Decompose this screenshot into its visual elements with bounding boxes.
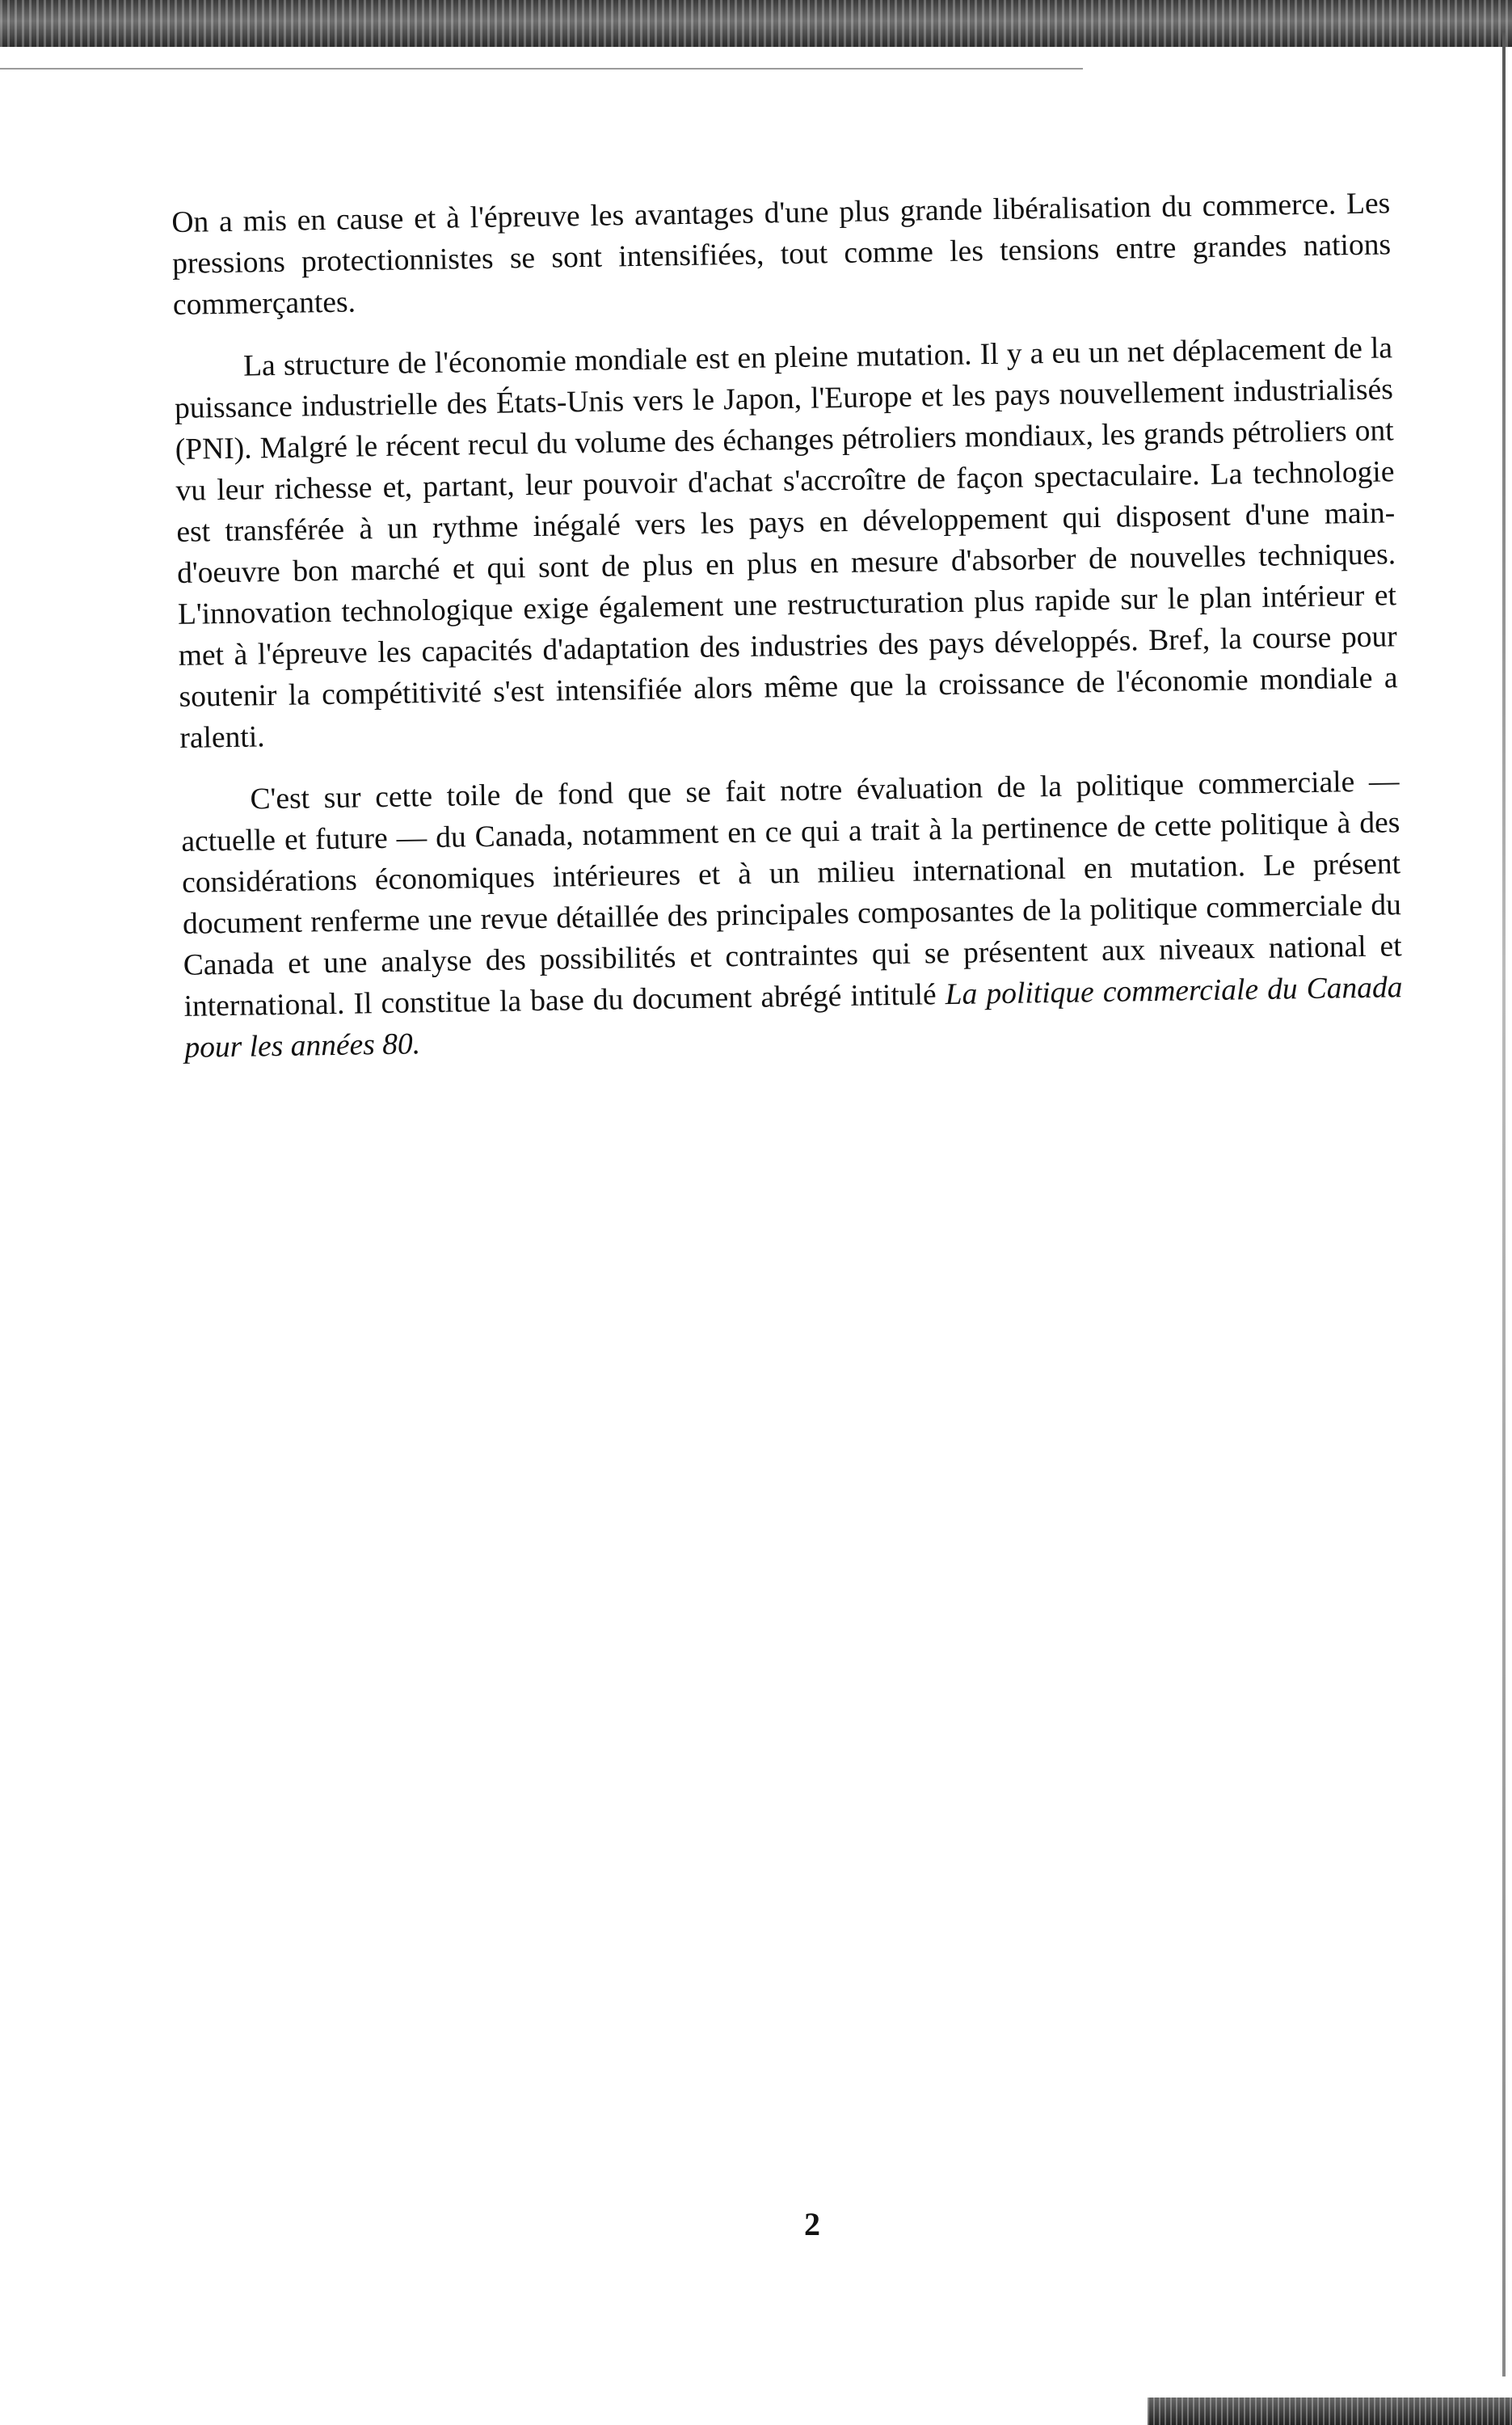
scan-right-edge xyxy=(1502,32,1506,2376)
scan-top-border xyxy=(0,0,1512,47)
document-title-reference: La politique commerciale du Canada pour les années 80. xyxy=(184,971,1403,1065)
paragraph-3 xyxy=(180,761,1403,1069)
page-number: 2 xyxy=(804,2206,820,2242)
page-body xyxy=(171,183,1404,1090)
paragraph-1: On a mis en cause et à l'épreuve les avantages d'une plus grande libéralisation du commerce. Les pressions protectionnistes se sont intensifiées, tout comme les tensions entre grandes nations commerçantes. xyxy=(171,187,1392,322)
scan-top-rule xyxy=(0,68,1083,70)
paragraph-3-text: C'est sur cette toile de fond que se fait notre évaluation de la politique commerciale — actuelle et future — du Canada, notamment en ce qui a trait à la pertinence de cette politique à des considérations économiques intérieures et à un milieu international en mutation. Le présent document renferme une revue détaillée des principales composantes de la politique commerciale du Canada et une analyse des possibilités et contraintes qui se présentent aux niveaux national et international. Il constitue la base du document abrégé intitulé xyxy=(181,765,1402,1023)
paragraph-2: La structure de l'économie mondiale est en pleine mutation. Il y a eu un net déplacement de la puissance industrielle des États-Unis vers le Japon, l'Europe et les pays nouvellement industrialisés (PNI). Malgré le récent recul du volume des échanges pétroliers mondiaux, les grands pétroliers ont vu leur richesse et, partant, leur pouvoir d'achat s'accroître de façon spectaculaire. La technologie est transférée à un rythme inégalé vers les pays en développement qui disposent d'une main-d'oeuvre bon marché et qui sont de plus en plus en mesure d'absorber de nouvelles techniques. L'innovation technologique exige également une restructuration plus rapide sur le plan intérieur et met à l'épreuve les capacités d'adaptation des industries des pays développés. Bref, la course pour soutenir la compétitivité s'est intensifiée alors même que la croissance de l'économie mondiale a ralenti. xyxy=(174,331,1398,755)
scan-bottom-border xyxy=(1148,2398,1512,2425)
